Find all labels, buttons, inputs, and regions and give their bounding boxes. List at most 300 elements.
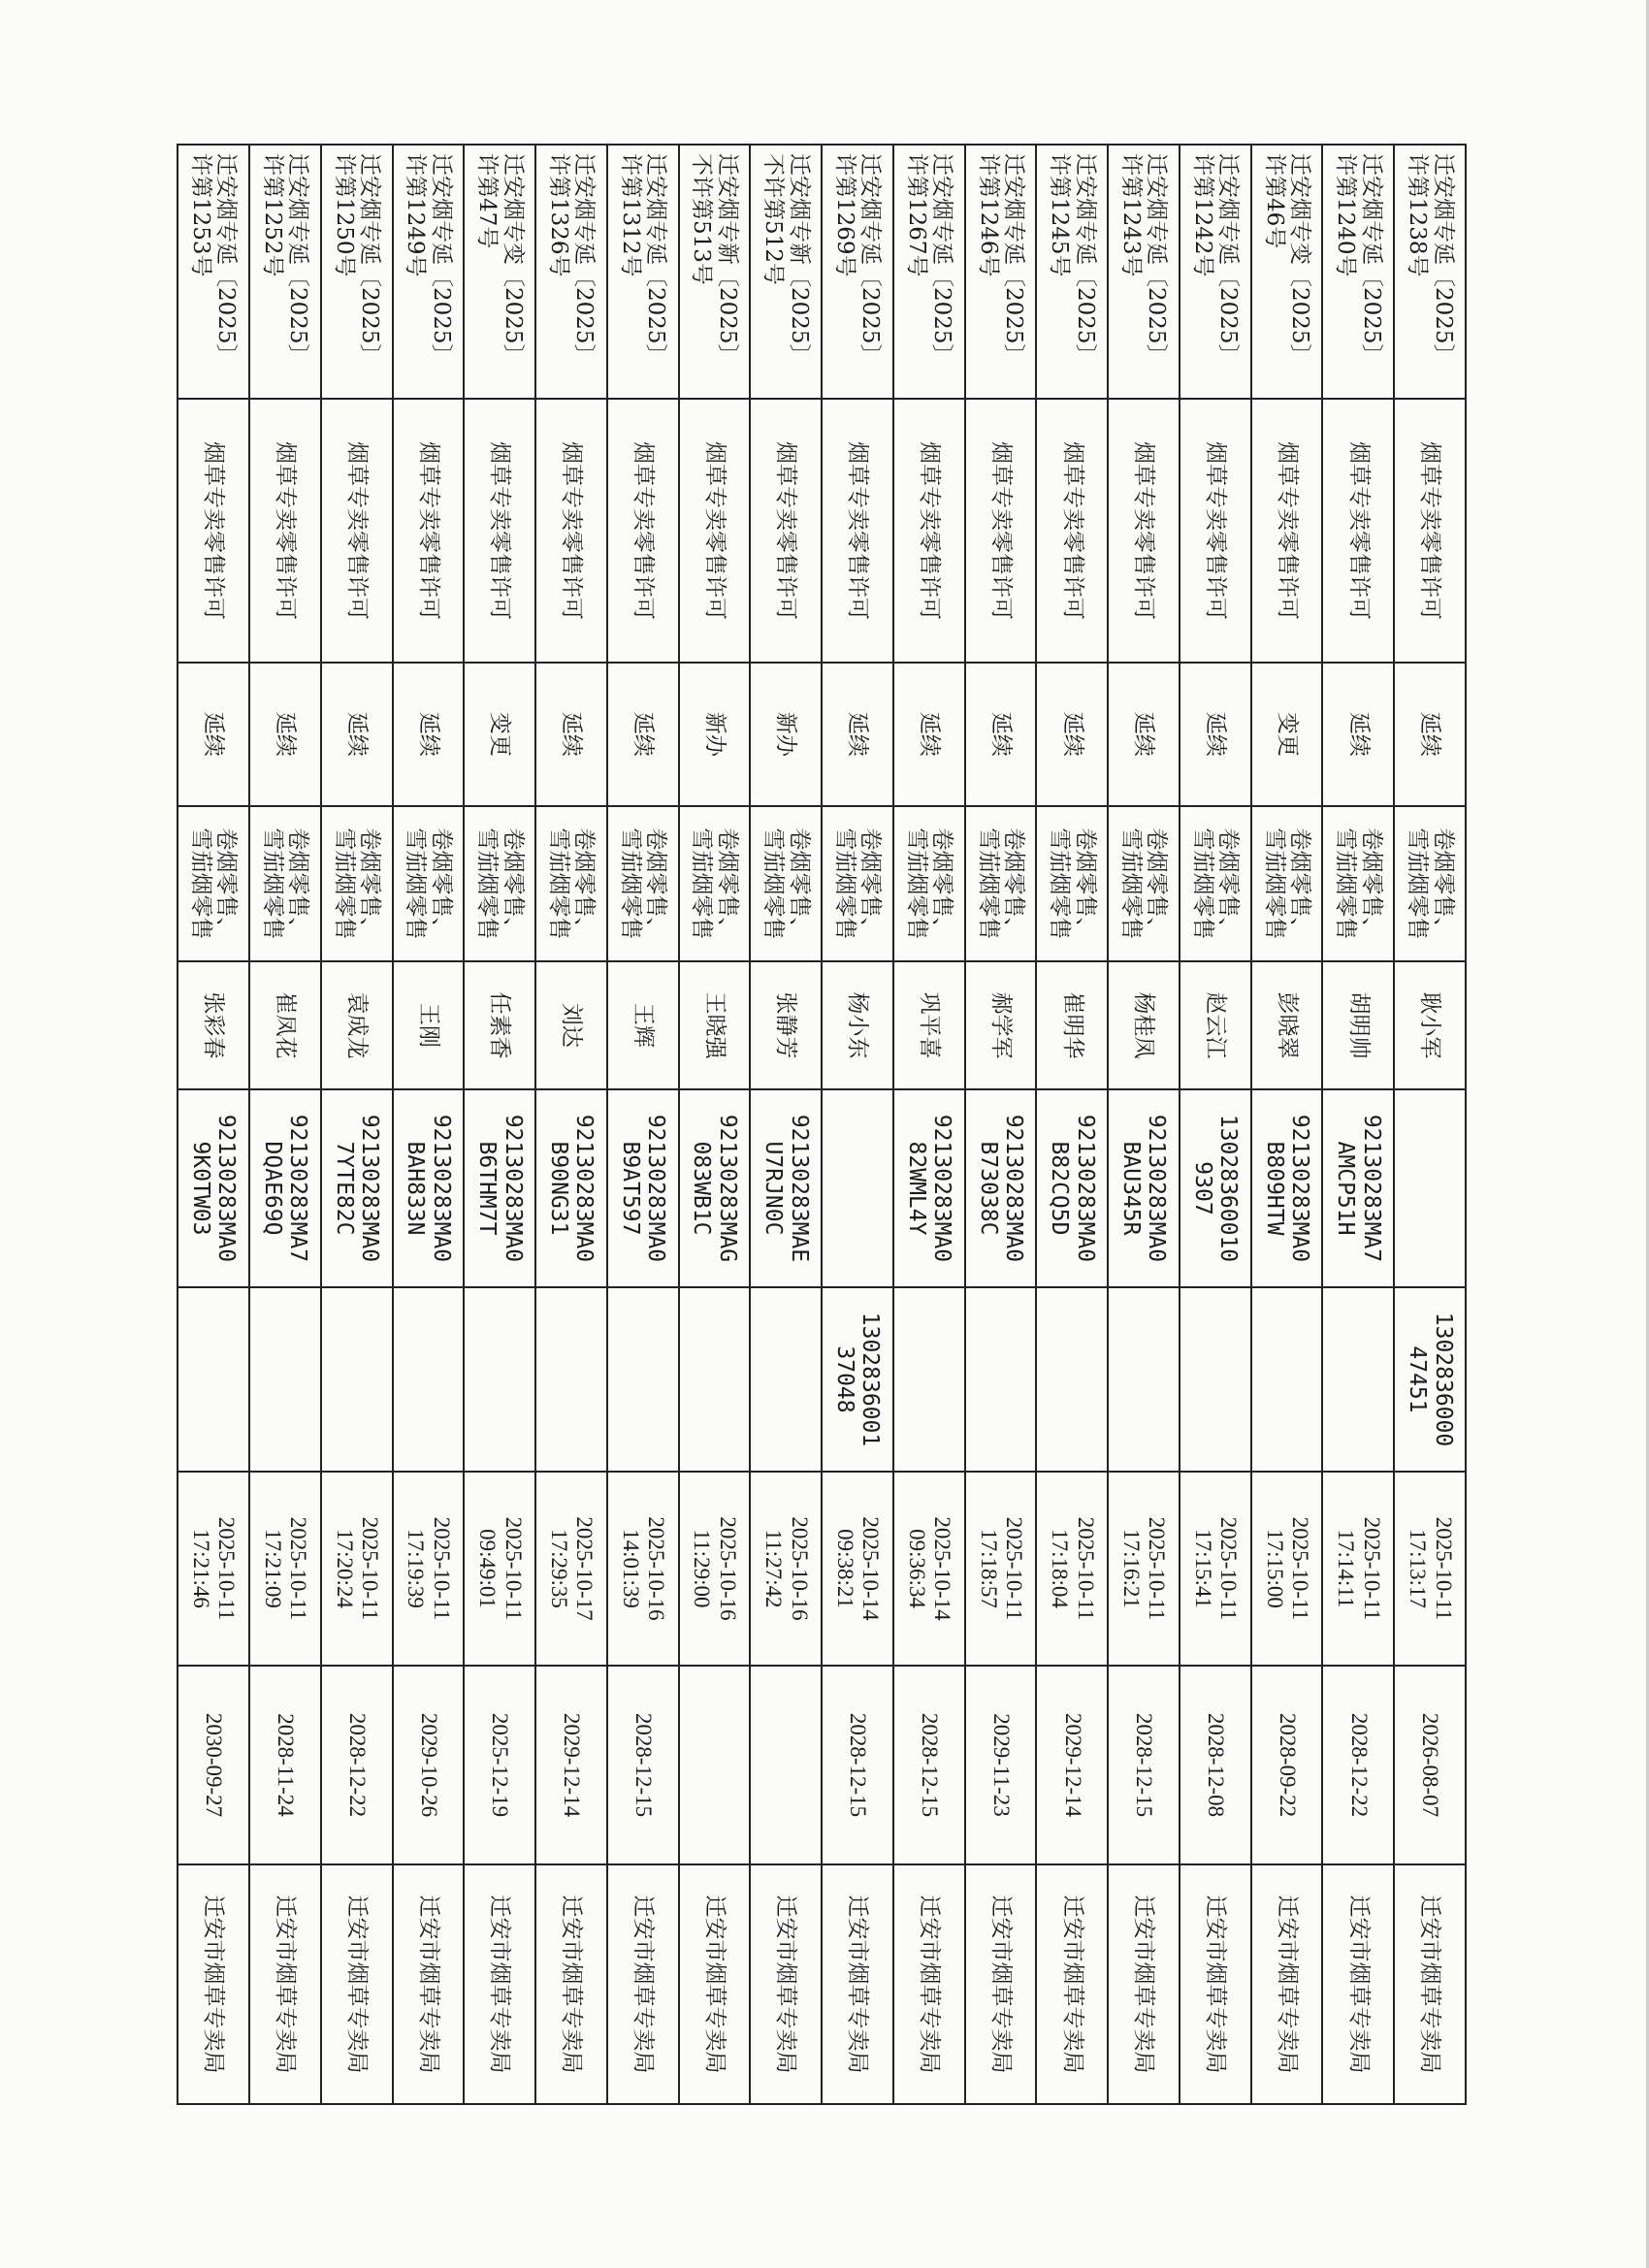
decision-date: 2025-10-11 [1216, 1516, 1242, 1621]
decision-time-cell [965, 1472, 1037, 1666]
permit-type-cell: 烟草专卖零售许可 [249, 399, 321, 663]
permit-number-cell [1108, 145, 1180, 399]
decision-clock: 17:16:21 [1119, 1529, 1145, 1608]
decision-time-cell [607, 1472, 679, 1666]
permit-type-cell: 烟草专卖零售许可 [1180, 399, 1251, 663]
permit-number-line-1: 迁安烟专新〔2025〕 [714, 153, 740, 367]
scope-cell [679, 806, 751, 961]
id-number-cell [1322, 1287, 1394, 1472]
permit-number-cell [321, 145, 393, 399]
credit-code-cell [1394, 1089, 1466, 1287]
id-number-line-1: 1302836000 [1430, 1312, 1456, 1447]
credit-code-line-2: B6THM7T [474, 1141, 501, 1236]
permit-number-cell [822, 145, 893, 399]
permit-number-line-1: 迁安烟专延〔2025〕 [929, 153, 955, 367]
permit-number-cell [607, 145, 679, 399]
permit-number-cell [393, 145, 465, 399]
permit-number-line-1: 迁安烟专变〔2025〕 [1287, 153, 1313, 367]
table-row [535, 145, 607, 2104]
credit-code-line-2: BAU345R [1118, 1141, 1145, 1236]
credit-code-line-1: 92130283MA0 [571, 1114, 598, 1263]
decision-time-cell [178, 1472, 249, 1666]
decision-clock: 17:15:00 [1262, 1529, 1287, 1608]
decision-date: 2025-10-11 [501, 1516, 526, 1621]
scope-line-1: 卷烟零售、 [285, 827, 311, 940]
scope-line-2: 雪茄烟零售 [545, 827, 571, 940]
id-number-line-2: 37048 [832, 1345, 857, 1413]
decision-clock: 09:38:21 [833, 1529, 857, 1608]
decision-clock: 17:20:24 [332, 1529, 357, 1608]
scope-cell [607, 806, 679, 961]
scope-cell [1180, 806, 1251, 961]
decision-date: 2025-10-16 [787, 1516, 812, 1621]
scope-cell [535, 806, 607, 961]
person-cell: 崔凤花 [249, 961, 321, 1089]
scope-cell [965, 806, 1037, 961]
issuing-org-cell: 迁安市烟草专卖局 [1180, 1864, 1251, 2104]
issuing-org-cell: 迁安市烟草专卖局 [178, 1864, 249, 2104]
permit-number-line-2: 许第1238号 [1405, 153, 1431, 277]
issuing-org-cell: 迁安市烟草专卖局 [607, 1864, 679, 2104]
permit-number-cell [249, 145, 321, 399]
scope-line-2: 雪茄烟零售 [1261, 827, 1287, 940]
id-number-cell [893, 1287, 965, 1472]
scope-line-2: 雪茄烟零售 [403, 827, 429, 940]
decision-time-cell [249, 1472, 321, 1666]
issuing-org-cell: 迁安市烟草专卖局 [321, 1864, 393, 2104]
person-cell: 崔明华 [1036, 961, 1108, 1089]
permit-type-cell: 烟草专卖零售许可 [393, 399, 465, 663]
permit-number-line-1: 迁安烟专新〔2025〕 [786, 153, 812, 367]
scope-cell [249, 806, 321, 961]
action-cell: 延续 [535, 663, 607, 806]
person-cell: 袁成龙 [321, 961, 393, 1089]
issuing-org-cell: 迁安市烟草专卖局 [1251, 1864, 1323, 2104]
permit-type-cell: 烟草专卖零售许可 [822, 399, 893, 663]
permit-number-line-1: 迁安烟专延〔2025〕 [213, 153, 240, 367]
expiry-cell: 2028-12-15 [607, 1666, 679, 1864]
person-cell: 张彩春 [178, 961, 249, 1089]
expiry-cell: 2029-11-23 [965, 1666, 1037, 1864]
permit-number-cell [1322, 145, 1394, 399]
table-row [1036, 145, 1108, 2104]
person-cell: 张静芳 [750, 961, 822, 1089]
scope-cell [1322, 806, 1394, 961]
credit-code-cell [393, 1089, 465, 1287]
issuing-org-cell: 迁安市烟草专卖局 [464, 1864, 535, 2104]
permit-type-cell: 烟草专卖零售许可 [965, 399, 1037, 663]
person-cell: 郝学军 [965, 961, 1037, 1089]
decision-date: 2025-10-11 [1073, 1516, 1098, 1621]
issuing-org-cell: 迁安市烟草专卖局 [965, 1864, 1037, 2104]
scope-line-1: 卷烟零售、 [1000, 827, 1026, 940]
scope-line-2: 雪茄烟零售 [689, 827, 715, 940]
permit-type-cell: 烟草专卖零售许可 [1322, 399, 1394, 663]
credit-code-cell [1036, 1089, 1108, 1287]
id-number-cell [464, 1287, 535, 1472]
permit-number-cell [535, 145, 607, 399]
table-row [679, 145, 751, 2104]
permit-number-line-1: 迁安烟专延〔2025〕 [1072, 153, 1098, 367]
decision-clock: 09:49:01 [475, 1529, 501, 1608]
decision-time-cell [1036, 1472, 1108, 1666]
scope-line-1: 卷烟零售、 [357, 827, 383, 940]
scope-line-2: 雪茄烟零售 [259, 827, 285, 940]
scope-line-2: 雪茄烟零售 [1189, 827, 1215, 940]
scope-line-1: 卷烟零售、 [857, 827, 884, 940]
credit-code-line-2: B82CQ5D [1047, 1141, 1073, 1236]
action-cell: 延续 [1394, 663, 1466, 806]
permit-number-line-1: 迁安烟专延〔2025〕 [571, 153, 598, 367]
table-row [464, 145, 535, 2104]
credit-code-cell [822, 1089, 893, 1287]
decision-clock: 17:14:11 [1334, 1529, 1359, 1608]
id-number-cell [1036, 1287, 1108, 1472]
person-cell: 赵云江 [1180, 961, 1251, 1089]
credit-code-line-2: 083WB1C [689, 1141, 715, 1236]
permit-type-cell: 烟草专卖零售许可 [893, 399, 965, 663]
issuing-org-cell: 迁安市烟草专卖局 [1036, 1864, 1108, 2104]
id-number-cell [822, 1287, 893, 1472]
credit-code-cell [1251, 1089, 1323, 1287]
permit-type-cell: 烟草专卖零售许可 [1251, 399, 1323, 663]
decision-time-cell [321, 1472, 393, 1666]
permit-number-line-2: 许第47号 [474, 153, 501, 249]
credit-code-cell [249, 1089, 321, 1287]
permit-number-line-2: 许第46号 [1261, 153, 1287, 249]
scope-cell [1036, 806, 1108, 961]
credit-code-line-1: 92130283MA0 [428, 1114, 454, 1263]
scope-line-1: 卷烟零售、 [1144, 827, 1170, 940]
credit-code-line-1: 92130283MAG [714, 1114, 740, 1263]
id-number-cell [607, 1287, 679, 1472]
person-cell: 王晓强 [679, 961, 751, 1089]
credit-code-cell [1108, 1089, 1180, 1287]
person-cell: 刘达 [535, 961, 607, 1089]
credit-code-line-1: 13028360010 [1215, 1114, 1242, 1263]
credit-code-line-1: 92130283MA0 [500, 1114, 526, 1263]
table-row [1180, 145, 1251, 2104]
scope-line-1: 卷烟零售、 [929, 827, 955, 940]
issuing-org-cell: 迁安市烟草专卖局 [249, 1864, 321, 2104]
person-cell: 杨小东 [822, 961, 893, 1089]
action-cell: 变更 [1251, 663, 1323, 806]
permit-type-cell: 烟草专卖零售许可 [750, 399, 822, 663]
decision-time-cell [750, 1472, 822, 1666]
action-cell: 延续 [249, 663, 321, 806]
decision-time-cell [393, 1472, 465, 1666]
action-cell: 延续 [321, 663, 393, 806]
decision-time-cell [1394, 1472, 1466, 1666]
person-cell: 任素香 [464, 961, 535, 1089]
permit-number-line-1: 迁安烟专延〔2025〕 [1430, 153, 1456, 367]
scope-line-1: 卷烟零售、 [786, 827, 812, 940]
scope-cell [822, 806, 893, 961]
table-row [965, 145, 1037, 2104]
expiry-cell: 2029-12-14 [1036, 1666, 1108, 1864]
credit-code-line-1: 92130283MA0 [357, 1114, 383, 1263]
permit-number-line-1: 迁安烟专延〔2025〕 [1000, 153, 1026, 367]
table-row [393, 145, 465, 2104]
permit-number-cell [1036, 145, 1108, 399]
decision-date: 2025-10-14 [858, 1516, 884, 1621]
issuing-org-cell: 迁安市烟草专卖局 [822, 1864, 893, 2104]
credit-code-cell [464, 1089, 535, 1287]
expiry-cell [679, 1666, 751, 1864]
id-number-cell [1108, 1287, 1180, 1472]
decision-date: 2025-10-11 [286, 1516, 311, 1621]
action-cell: 延续 [893, 663, 965, 806]
permit-number-line-1: 迁安烟专延〔2025〕 [428, 153, 454, 367]
permit-number-line-1: 迁安烟专延〔2025〕 [1144, 153, 1170, 367]
permit-number-line-2: 许第1246号 [975, 153, 1001, 277]
issuing-org-cell: 迁安市烟草专卖局 [1394, 1864, 1466, 2104]
scope-cell [178, 806, 249, 961]
expiry-cell: 2025-12-19 [464, 1666, 535, 1864]
permit-number-line-2: 许第1267号 [903, 153, 929, 277]
scope-line-1: 卷烟零售、 [428, 827, 454, 940]
id-number-line-1: 1302836001 [857, 1312, 884, 1447]
permit-type-cell: 烟草专卖零售许可 [1036, 399, 1108, 663]
action-cell: 变更 [464, 663, 535, 806]
permit-number-line-2: 不许第512号 [760, 153, 787, 285]
decision-clock: 17:18:57 [976, 1529, 1001, 1608]
scope-line-1: 卷烟零售、 [213, 827, 240, 940]
expiry-cell: 2029-10-26 [393, 1666, 465, 1864]
scope-cell [464, 806, 535, 961]
id-number-cell [1394, 1287, 1466, 1472]
issuing-org-cell: 迁安市烟草专卖局 [535, 1864, 607, 2104]
scope-line-2: 雪茄烟零售 [975, 827, 1001, 940]
permit-type-cell: 烟草专卖零售许可 [464, 399, 535, 663]
table-row [750, 145, 822, 2104]
permit-table-body [178, 145, 1466, 2104]
permit-number-line-2: 许第1250号 [331, 153, 357, 277]
decision-clock: 17:21:46 [189, 1529, 213, 1608]
credit-code-line-2: B73038C [975, 1141, 1001, 1236]
permit-type-cell: 烟草专卖零售许可 [1108, 399, 1180, 663]
decision-time-cell [893, 1472, 965, 1666]
table-row [822, 145, 893, 2104]
permit-number-cell [893, 145, 965, 399]
credit-code-line-1: 92130283MA7 [285, 1114, 311, 1263]
scope-line-2: 雪茄烟零售 [331, 827, 357, 940]
scope-line-1: 卷烟零售、 [571, 827, 598, 940]
action-cell: 延续 [1180, 663, 1251, 806]
permit-number-cell [1180, 145, 1251, 399]
scope-line-1: 卷烟零售、 [500, 827, 526, 940]
id-number-cell [393, 1287, 465, 1472]
table-row [1108, 145, 1180, 2104]
scope-line-2: 雪茄烟零售 [1118, 827, 1145, 940]
decision-clock: 17:29:35 [546, 1529, 571, 1608]
id-number-cell [249, 1287, 321, 1472]
action-cell: 延续 [607, 663, 679, 806]
decision-date: 2025-10-11 [1001, 1516, 1026, 1621]
permit-number-line-1: 迁安烟专延〔2025〕 [357, 153, 383, 367]
expiry-cell: 2028-11-24 [249, 1666, 321, 1864]
action-cell: 新办 [679, 663, 751, 806]
issuing-org-cell: 迁安市烟草专卖局 [1108, 1864, 1180, 2104]
credit-code-line-2: B809HTW [1261, 1141, 1287, 1236]
credit-code-line-2: DQAE69Q [259, 1141, 285, 1236]
permit-type-cell: 烟草专卖零售许可 [178, 399, 249, 663]
id-number-cell [965, 1287, 1037, 1472]
credit-code-line-2: BAH833N [403, 1141, 429, 1236]
scope-cell [321, 806, 393, 961]
permit-number-line-1: 迁安烟专延〔2025〕 [1358, 153, 1384, 367]
decision-clock: 14:01:39 [618, 1529, 643, 1608]
scope-line-2: 雪茄烟零售 [474, 827, 501, 940]
expiry-cell: 2028-12-15 [1108, 1666, 1180, 1864]
expiry-cell: 2028-12-08 [1180, 1666, 1251, 1864]
decision-date: 2025-10-11 [358, 1516, 383, 1621]
table-row [178, 145, 249, 2104]
person-cell: 杨桂凤 [1108, 961, 1180, 1089]
action-cell: 延续 [1108, 663, 1180, 806]
expiry-cell: 2028-09-22 [1251, 1666, 1323, 1864]
id-number-cell [679, 1287, 751, 1472]
scope-line-1: 卷烟零售、 [714, 827, 740, 940]
permit-number-cell [178, 145, 249, 399]
decision-time-cell [1251, 1472, 1323, 1666]
action-cell: 延续 [178, 663, 249, 806]
permit-type-cell: 烟草专卖零售许可 [679, 399, 751, 663]
action-cell: 延续 [393, 663, 465, 806]
decision-date: 2025-10-16 [644, 1516, 669, 1621]
decision-clock: 17:18:04 [1048, 1529, 1073, 1608]
credit-code-line-2: 82WML4Y [903, 1141, 929, 1236]
id-number-cell [535, 1287, 607, 1472]
person-cell: 彭晓翠 [1251, 961, 1323, 1089]
table-row [1322, 145, 1394, 2104]
scope-line-1: 卷烟零售、 [1215, 827, 1242, 940]
scope-line-2: 雪茄烟零售 [1405, 827, 1431, 940]
scope-cell [393, 806, 465, 961]
action-cell: 延续 [1322, 663, 1394, 806]
scope-line-2: 雪茄烟零售 [832, 827, 857, 940]
scope-line-2: 雪茄烟零售 [903, 827, 929, 940]
decision-date: 2025-10-11 [1145, 1516, 1170, 1621]
expiry-cell: 2028-12-15 [893, 1666, 965, 1864]
credit-code-cell [607, 1089, 679, 1287]
decision-clock: 17:15:41 [1190, 1529, 1215, 1608]
permit-type-cell: 烟草专卖零售许可 [321, 399, 393, 663]
credit-code-line-1: 92130283MAE [786, 1114, 812, 1263]
permit-type-cell: 烟草专卖零售许可 [535, 399, 607, 663]
permit-number-line-2: 许第1252号 [259, 153, 285, 277]
table-row [1394, 145, 1466, 2104]
permit-number-line-2: 许第1242号 [1189, 153, 1215, 277]
permit-number-line-1: 迁安烟专延〔2025〕 [285, 153, 311, 367]
scope-line-1: 卷烟零售、 [1072, 827, 1098, 940]
credit-code-line-2: 9K0TW03 [188, 1141, 213, 1236]
credit-code-line-1: 92130283MA0 [213, 1114, 240, 1263]
credit-code-cell [965, 1089, 1037, 1287]
decision-date: 2025-10-17 [572, 1516, 598, 1621]
credit-code-cell [1180, 1089, 1251, 1287]
credit-code-cell [1322, 1089, 1394, 1287]
credit-code-cell [321, 1089, 393, 1287]
person-cell: 耿小军 [1394, 961, 1466, 1089]
scope-cell [893, 806, 965, 961]
action-cell: 新办 [750, 663, 822, 806]
person-cell: 王辉 [607, 961, 679, 1089]
decision-time-cell [535, 1472, 607, 1666]
credit-code-cell [178, 1089, 249, 1287]
permit-number-line-2: 许第1326号 [545, 153, 571, 277]
scope-line-2: 雪茄烟零售 [617, 827, 643, 940]
permit-number-line-1: 迁安烟专延〔2025〕 [643, 153, 669, 367]
decision-time-cell [1322, 1472, 1394, 1666]
id-number-cell [1180, 1287, 1251, 1472]
expiry-cell: 2026-08-07 [1394, 1666, 1466, 1864]
expiry-cell: 2028-12-22 [1322, 1666, 1394, 1864]
expiry-cell [750, 1666, 822, 1864]
credit-code-cell [893, 1089, 965, 1287]
permit-number-cell [464, 145, 535, 399]
scope-line-2: 雪茄烟零售 [1047, 827, 1073, 940]
table-row [1251, 145, 1323, 2104]
table-row [893, 145, 965, 2104]
decision-time-cell [1108, 1472, 1180, 1666]
person-cell: 胡明帅 [1322, 961, 1394, 1089]
permit-table [177, 144, 1467, 2105]
id-number-line-2: 47451 [1405, 1345, 1431, 1413]
credit-code-cell [679, 1089, 751, 1287]
decision-date: 2025-10-11 [214, 1516, 240, 1621]
scope-cell [1394, 806, 1466, 961]
table-row [607, 145, 679, 2104]
decision-date: 2025-10-14 [930, 1516, 955, 1621]
decision-date: 2025-10-11 [1359, 1516, 1384, 1621]
decision-clock: 17:13:17 [1406, 1529, 1431, 1608]
issuing-org-cell: 迁安市烟草专卖局 [393, 1864, 465, 2104]
credit-code-line-1: 92130283MA0 [1072, 1114, 1098, 1263]
credit-code-cell [750, 1089, 822, 1287]
credit-code-cell [535, 1089, 607, 1287]
id-number-cell [178, 1287, 249, 1472]
scope-cell [750, 806, 822, 961]
credit-code-line-1: 92130283MA0 [1000, 1114, 1026, 1263]
scope-line-2: 雪茄烟零售 [1333, 827, 1359, 940]
permit-number-cell [750, 145, 822, 399]
decision-date: 2025-10-11 [1431, 1516, 1456, 1621]
credit-code-line-2: B9AT597 [617, 1141, 643, 1236]
permit-number-cell [1251, 145, 1323, 399]
scope-line-2: 雪茄烟零售 [760, 827, 787, 940]
credit-code-line-1: 92130283MA0 [1287, 1114, 1313, 1263]
permit-number-cell [965, 145, 1037, 399]
credit-code-line-2: AMCP51H [1333, 1141, 1359, 1236]
permit-number-line-2: 不许第513号 [689, 153, 715, 285]
credit-code-line-2: B90NG31 [545, 1141, 571, 1236]
id-number-cell [1251, 1287, 1323, 1472]
scope-line-1: 卷烟零售、 [1287, 827, 1313, 940]
permit-number-line-2: 许第1269号 [832, 153, 857, 277]
expiry-cell: 2028-12-22 [321, 1666, 393, 1864]
permit-type-cell: 烟草专卖零售许可 [607, 399, 679, 663]
action-cell: 延续 [965, 663, 1037, 806]
action-cell: 延续 [1036, 663, 1108, 806]
id-number-cell [750, 1287, 822, 1472]
permit-number-line-2: 许第1249号 [403, 153, 429, 277]
permit-number-line-1: 迁安烟专延〔2025〕 [1215, 153, 1242, 367]
scope-line-1: 卷烟零售、 [1430, 827, 1456, 940]
table-row [249, 145, 321, 2104]
person-cell: 巩平喜 [893, 961, 965, 1089]
permit-number-line-2: 许第1240号 [1333, 153, 1359, 277]
